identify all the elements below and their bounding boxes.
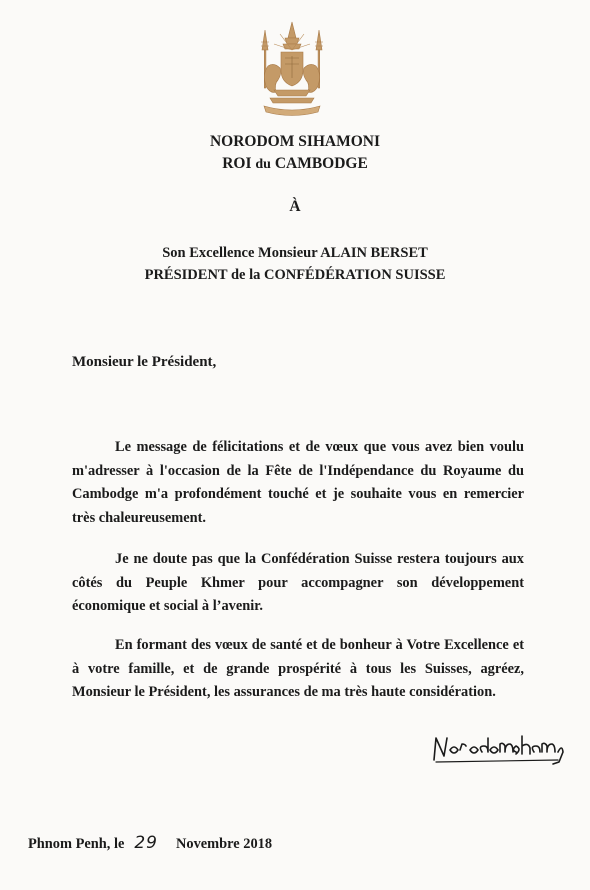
sender-title-post: CAMBODGE bbox=[270, 155, 368, 172]
sender-title-pre: ROI bbox=[222, 155, 256, 172]
signature-icon bbox=[430, 726, 570, 768]
sender-title-mid: du bbox=[255, 157, 271, 172]
body-paragraph-2: Je ne doute pas que la Confédération Suisse restera toujours aux côtés du Peuple Khmer pour accompagner son développement économique et social à l’avenir. bbox=[72, 551, 524, 614]
to-word: À bbox=[289, 198, 301, 215]
recipient-line-2: PRÉSIDENT de la CONFÉDÉRATION SUISSE bbox=[144, 267, 446, 283]
sender-title bbox=[0, 153, 590, 176]
sender-name: NORODOM SIHAMONI bbox=[209, 133, 381, 150]
body-paragraph-1: Le message de félicitations et de vœux que vous avez bien voulu m'adresser à l'occasion de la Fête de l'Indépendance du Royaume du Cambodge m'a profondément touché et je souhaite vous en remercier très chaleureusement. bbox=[72, 439, 524, 526]
dateline-day: 29 bbox=[134, 833, 158, 853]
letterhead bbox=[0, 131, 590, 176]
dateline bbox=[28, 833, 272, 853]
dateline-place: Phnom Penh, le bbox=[28, 836, 125, 852]
recipient-line-1: Son Excellence Monsieur ALAIN BERSET bbox=[162, 245, 428, 261]
recipient-block bbox=[0, 242, 590, 286]
body-paragraph-3: En formant des vœux de santé et de bonheur à Votre Excellence et à votre famille, et de grande prospérité à tous les Suisses, agréez, Monsieur le Président, les assurances de ma très haute considération. bbox=[72, 637, 524, 700]
salutation: Monsieur le Président, bbox=[72, 354, 217, 370]
dateline-month-year: Novembre 2018 bbox=[175, 836, 273, 852]
royal-crest-icon bbox=[250, 20, 334, 120]
